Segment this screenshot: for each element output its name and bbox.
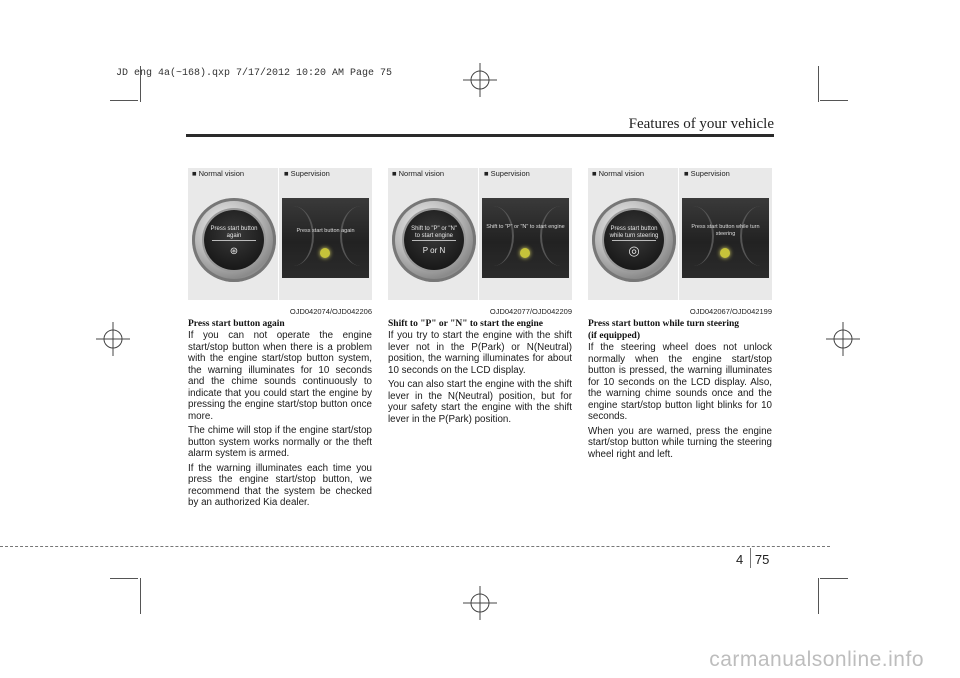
registration-mark-icon: [96, 322, 130, 356]
shift-lever-icon: P or N: [422, 246, 446, 255]
lcd-message: Press start button again: [296, 228, 355, 234]
illustration-panel: [188, 168, 372, 329]
cluster-gauge: [592, 198, 676, 282]
lcd-display: [604, 210, 664, 270]
gauge-arc: [540, 206, 582, 266]
lcd-message: Press start button while turn steering: [609, 226, 659, 239]
supervision-label: ■ Supervision: [684, 169, 730, 178]
lcd-divider: [212, 240, 256, 241]
supervision-panel: [679, 168, 772, 300]
crop-mark: [820, 100, 848, 101]
normal-vision-panel: [388, 168, 478, 300]
lcd-display: [204, 210, 264, 270]
lcd-message: Press start button again: [210, 226, 258, 239]
paragraph: When you are warned, press the engine start/stop button while turning the steering wheel right and left.: [588, 425, 772, 460]
illustration-panel: [588, 168, 772, 341]
supervision-panel: [479, 168, 572, 300]
page-number: [736, 552, 769, 567]
warning-lamp-icon: [520, 248, 530, 258]
supervision-cluster: [282, 198, 369, 278]
lcd-divider: [612, 240, 656, 241]
section-title: Features of your vehicle: [628, 116, 774, 132]
crop-mark: [140, 578, 141, 614]
gauge-arc: [272, 206, 314, 266]
crop-mark: [110, 100, 138, 101]
cluster-gauge: [392, 198, 476, 282]
supervision-cluster: [682, 198, 769, 278]
column-shift-to-p-or-n: [388, 168, 572, 425]
paragraph: The chime will stop if the engine start/stop button system works normally or the theft alarm system is armed.: [188, 425, 372, 459]
figure-code: OJD042067/OJD042199: [689, 307, 772, 316]
body-text: [188, 330, 372, 512]
steering-wheel-icon: ◎: [628, 243, 640, 258]
figure-code: OJD042077/OJD042209: [489, 307, 572, 316]
lcd-message: Press start button while turn steering: [691, 224, 760, 237]
crop-mark: [818, 66, 819, 102]
paragraph: If the warning illuminates each time you press the engine start/stop button, we recommend that the system be checked by an authorized Kia dealer.: [188, 462, 372, 508]
supervision-cluster: [482, 198, 569, 278]
page-number-value: 75: [754, 552, 770, 567]
body-text: [588, 342, 772, 463]
chapter-number: 4: [736, 552, 744, 567]
column-press-start-again: [188, 168, 372, 508]
supervision-panel: [279, 168, 372, 300]
paragraph: If you try to start the engine with the shift lever not in the P(Park) or N(Neutral) position, the warning illuminates for about 10 seconds on the LCD display.: [388, 330, 572, 376]
normal-vision-label: ■ Normal vision: [592, 169, 645, 178]
supervision-label: ■ Supervision: [484, 169, 530, 178]
figure-code: OJD042074/OJD042206: [289, 307, 372, 316]
cluster-gauge: [192, 198, 276, 282]
lcd-divider: [412, 240, 456, 241]
paragraph: If the steering wheel does not unlock normally when the engine start/stop button is pressed, the warning illuminates for 10 seconds on the LCD display. Also, the warning chime sounds once and the engine start/stop button light blinks for 10 seconds.: [588, 342, 772, 422]
warning-lamp-icon: [320, 248, 330, 258]
lcd-message: Shift to "P" or "N" to start engine: [411, 226, 457, 239]
normal-vision-panel: [588, 168, 678, 300]
normal-vision-panel: [188, 168, 278, 300]
subsection-heading: Press start button while turn steering: [588, 319, 740, 329]
body-text: [388, 330, 572, 428]
crop-mark: [818, 578, 819, 614]
paragraph: You can also start the engine with the shift lever in the N(Neutral) position, but for your safety start the engine with the shift lever in the P(Park) position.: [388, 379, 572, 425]
subsection-heading: Shift to "P" or "N" to start the engine: [388, 319, 543, 329]
gauge-arc: [340, 206, 382, 266]
header-rule: [186, 134, 774, 137]
normal-vision-label: ■ Normal vision: [392, 169, 445, 178]
subsection-heading: Press start button again: [188, 319, 285, 329]
supervision-label: ■ Supervision: [284, 169, 330, 178]
smart-key-icon: ⊛: [229, 246, 239, 257]
site-watermark: carmanualsonline.info: [709, 648, 924, 671]
registration-mark-icon: [463, 63, 497, 97]
column-press-start-while-steering: [588, 168, 772, 460]
crop-mark: [820, 578, 848, 579]
registration-mark-icon: [826, 322, 860, 356]
footer-rule: [0, 546, 830, 547]
warning-lamp-icon: [720, 248, 730, 258]
registration-mark-icon: [463, 586, 497, 620]
print-slug: JD eng 4a(~168).qxp 7/17/2012 10:20 AM Page 75: [116, 68, 393, 79]
normal-vision-label: ■ Normal vision: [192, 169, 245, 178]
subsection-heading-qualifier: (if equipped): [588, 331, 640, 341]
illustration-panel: [388, 168, 572, 329]
crop-mark: [110, 578, 138, 579]
gauge-arc: [472, 206, 514, 266]
lcd-message: Shift to "P" or "N" to start engine: [486, 224, 565, 230]
lcd-display: [404, 210, 464, 270]
paragraph: If you can not operate the engine start/stop button when there is a problem with the engine start/stop button system, the warning illuminates for 10 seconds and the chime sounds continuously to indicate that you could start the engine by pressing the engine start/stop button once more.: [188, 330, 372, 422]
